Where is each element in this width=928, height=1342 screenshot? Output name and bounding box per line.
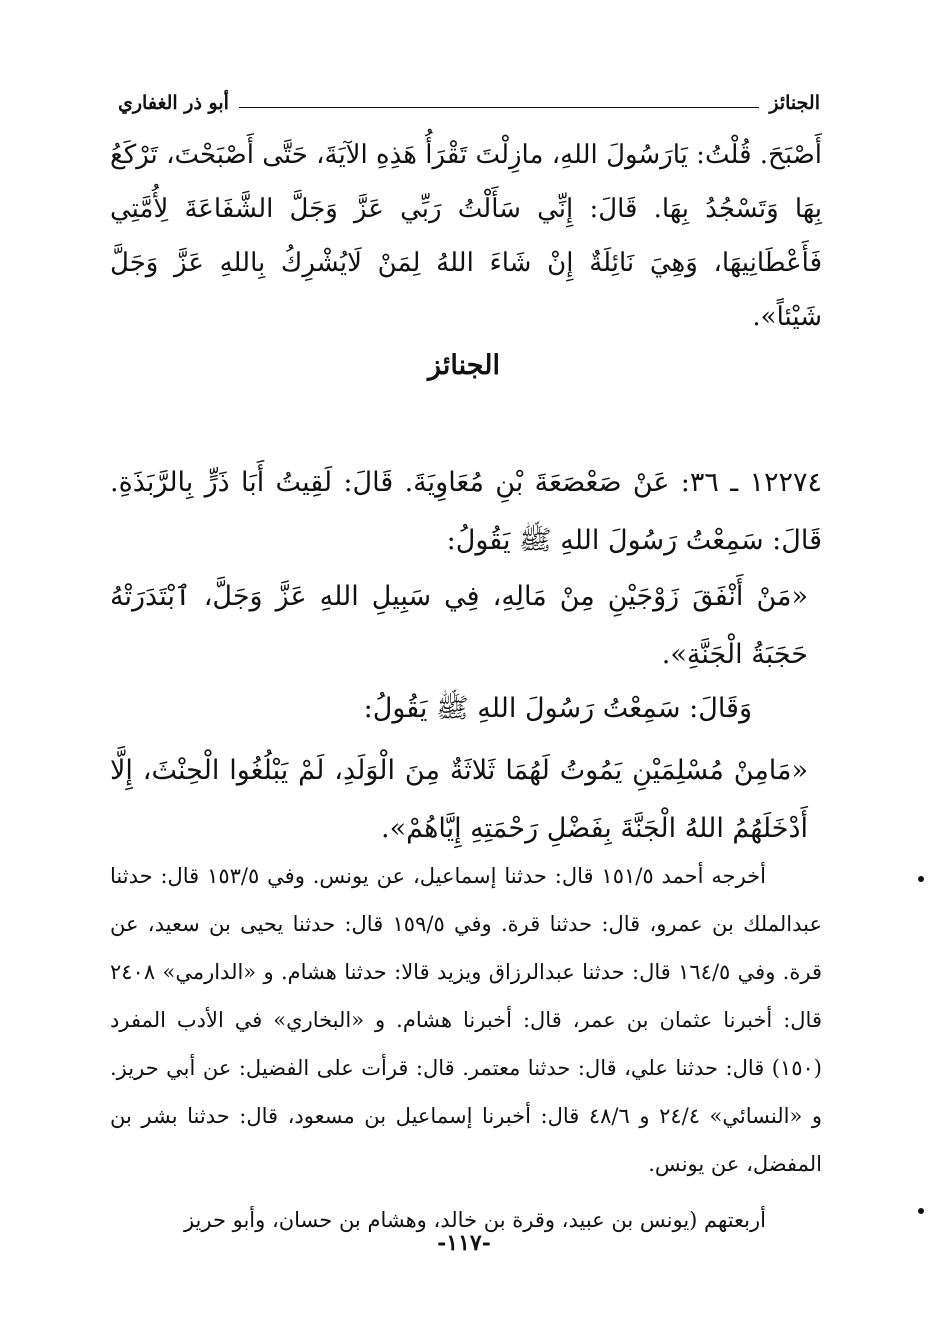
hadith-matn-first: «مَنْ أَنْفَقَ زَوْجَيْنِ مِنْ مَالِهِ، فِي سَبِيلِ اللهِ عَزَّ وَجَلَّ، ٱبْتَدَرَتْهُ حَجَبَةُ الْجَنَّةِ». xyxy=(110,581,808,670)
margin-dot xyxy=(918,1208,924,1214)
running-header xyxy=(118,88,820,114)
hadith-isnad: ١٢٢٧٤ ـ ٣٦: عَنْ صَعْصَعَةَ بْنِ مُعَاوِيَةَ. قَالَ: لَقِيتُ أَبَا ذَرٍّ بِالرَّبَذَةِ. قَالَ: سَمِعْتُ رَسُولَ اللهِ ﷺ يَقُولُ: xyxy=(110,467,822,556)
continued-hadith-paragraph: أَصْبَحَ. قُلْتُ: يَارَسُولَ اللهِ، مازِلْتَ تَقْرَأُ هَذِهِ الآيَةَ، حَتَّى أَصْبَحْتَ، تَرْكَعُ بِهَا وَتَسْجُدُ بِهَا. قَالَ: إِنِّي سَأَلْتُ رَبِّي عَزَّ وَجَلَّ الشَّفَاعَةَ لِأُمَّتِي فَأَعْطَانِيهَا، وَهِيَ نَائِلَةٌ إِنْ شَاءَ اللهُ لِمَنْ لَايُشْرِكُ بِاللهِ عَزَّ وَجَلَّ شَيْئاً». xyxy=(110,140,822,332)
page-number: -١١٧- xyxy=(437,1230,491,1256)
hadith-matn-second: «مَامِنْ مُسْلِمَيْنِ يَمُوتُ لَهُمَا ثَلاثَةٌ مِنَ الْوَلَدِ، لَمْ يَبْلُغُوا الْحِنْثَ، إِلَّا أَدْخَلَهُمُ اللهُ الْجَنَّةَ بِفَضْلِ رَحْمَتِهِ إِيَّاهُمْ». xyxy=(110,755,808,844)
header-section-name: الجنائز xyxy=(769,92,820,114)
takhrij-paragraph-continued: أربعتهم (يونس بن عبيد، وقرة بن خالد، وهشام بن حسان، وأبو حريز xyxy=(183,1208,766,1232)
section-title: الجنائز xyxy=(428,350,500,381)
takhrij-notes xyxy=(110,852,822,1244)
takhrij-paragraph: أخرجه أحمد ١٥١/٥ قال: حدثنا إسماعيل، عن يونس. وفي ١٥٣/٥ قال: حدثنا عبدالملك بن عمرو، قال: حدثنا قرة. وفي ١٥٩/٥ قال: حدثنا يحيى بن سعيد، عن قرة. وفي ١٦٤/٥ قال: حدثنا عبدالرزاق ويزيد قالا: حدثنا هشام. و «الدارمي» ٢٤٠٨ قال: أخبرنا عثمان بن عمر، قال: أخبرنا هشام. و «البخاري» في الأدب المفرد (١٥٠) قال: حدثنا علي، قال: حدثنا معتمر. قال: قرأت على الفضيل: عن أبي حريز. و «النسائي» ٢٤/٤ و ٤٨/٦ قال: أخبرنا إسماعيل بن مسعود، قال: حدثنا بشر بن المفضل، عن يونس. xyxy=(110,864,823,1176)
margin-dot xyxy=(918,876,924,882)
header-narrator-name: أبو ذر الغفاري xyxy=(118,92,229,114)
hadith-isnad-second: وَقَالَ: سَمِعْتُ رَسُولَ اللهِ ﷺ يَقُولُ: xyxy=(363,693,752,724)
header-rule xyxy=(239,107,759,108)
